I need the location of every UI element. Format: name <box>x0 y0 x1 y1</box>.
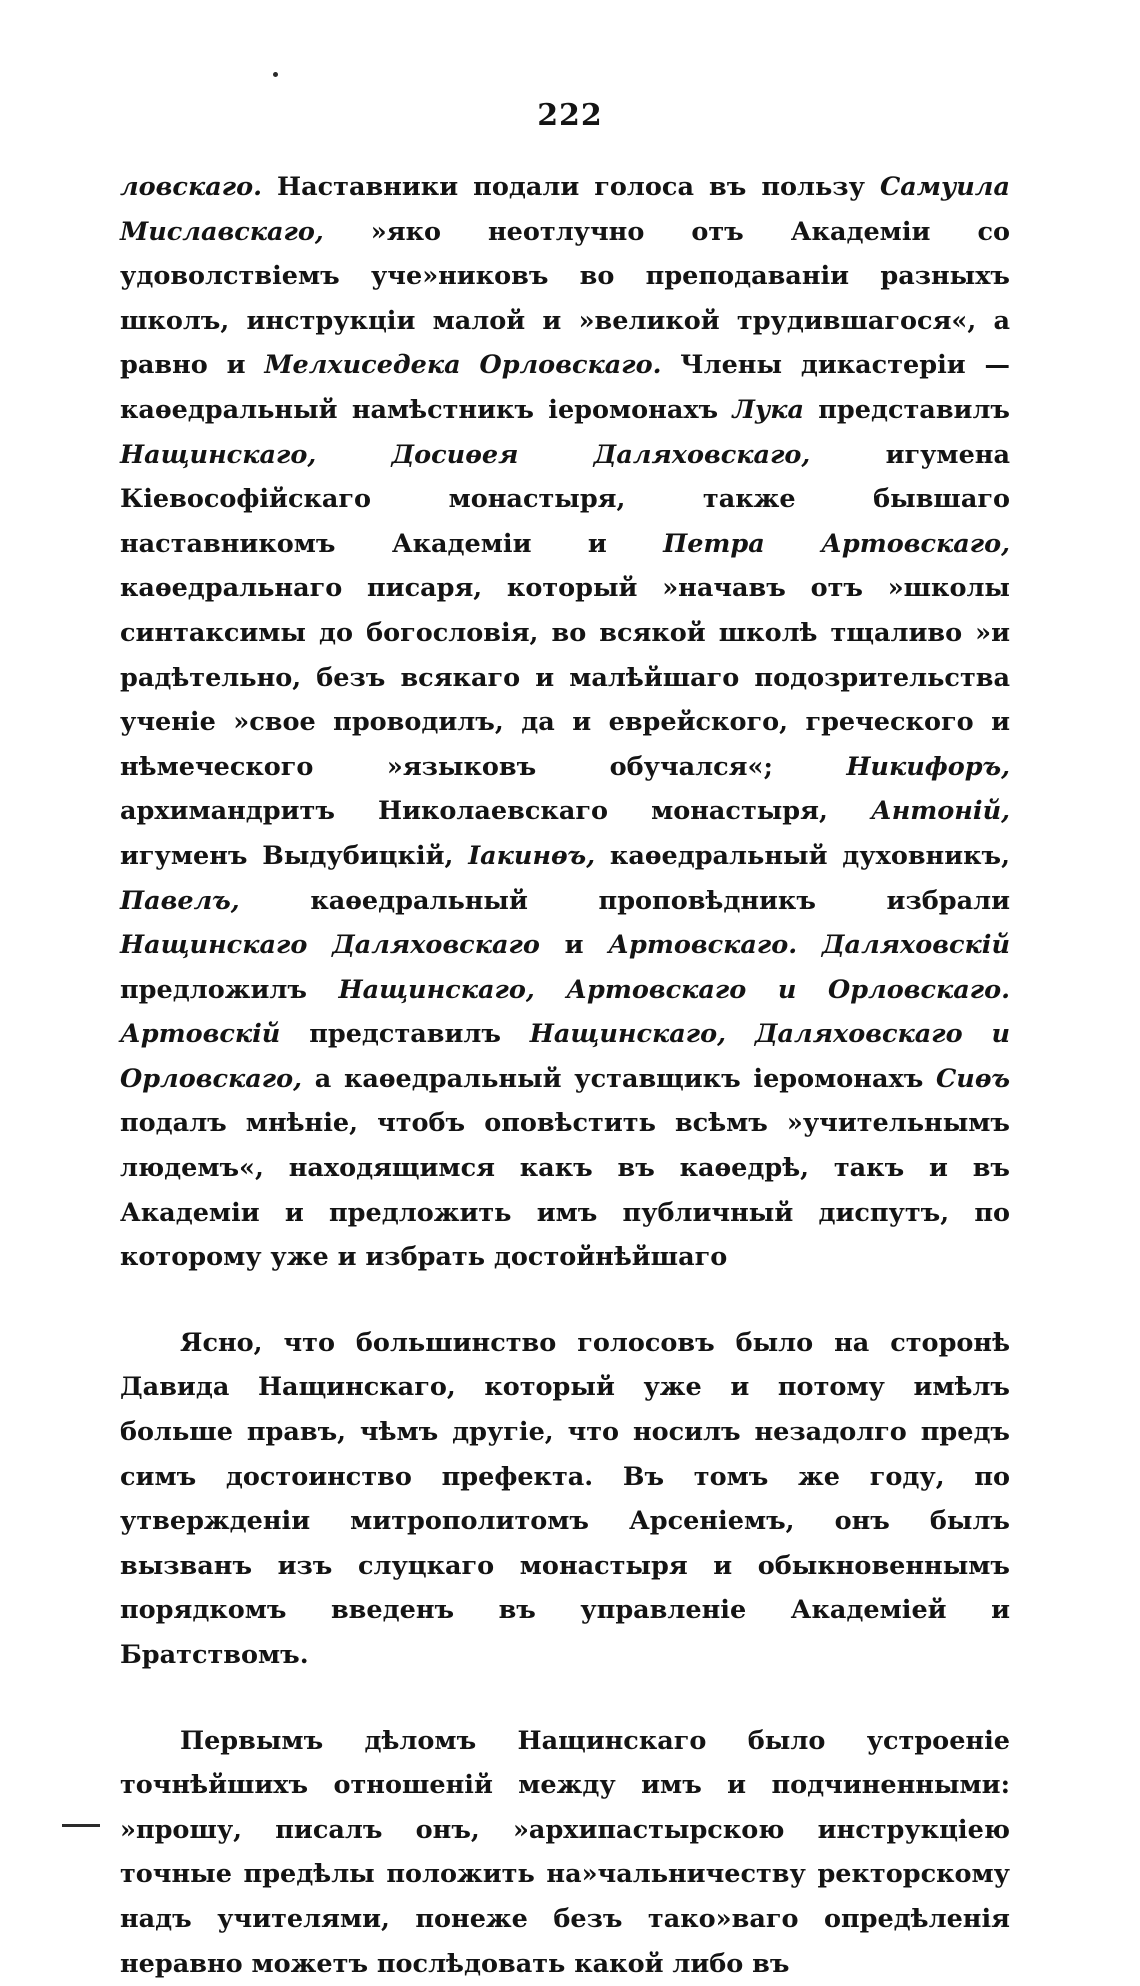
italic-name-span: Нащинскаго, Артовскаго и Орловскаго. Артовскій <box>120 974 1010 1050</box>
text-span: каѳедральный проповѣдникъ избрали <box>239 885 1010 916</box>
paragraph-3 <box>120 1719 1010 1986</box>
text-span: а каѳедральный уставщикъ іеромонахъ <box>302 1063 936 1094</box>
text-span: Наставники подали голоса въ пользу <box>261 172 880 202</box>
paragraph-gap <box>120 1678 1010 1719</box>
text-span: игуменъ Выдубицкій, <box>120 840 469 871</box>
italic-name-span: Артовскаго. Даляховскій <box>608 930 1011 961</box>
text-span: представилъ <box>280 1019 530 1050</box>
text-span: и <box>539 930 609 961</box>
italic-name-span: Лука <box>732 394 804 425</box>
paragraph-gap <box>120 1280 1010 1321</box>
italic-name-span: Антоній, <box>870 796 1010 827</box>
italic-name-span: Іакинѳъ, <box>468 840 596 871</box>
italic-name-span: Сиѳъ <box>935 1063 1010 1094</box>
italic-name-span: Павелъ, <box>120 885 240 916</box>
text-span: каѳедральный духовникъ, <box>595 840 1010 871</box>
text-span: игумена Кіевософійскаго монастыря, также бывшаго наставникомъ Академіи и <box>120 439 1010 559</box>
page-number: 222 <box>537 98 603 133</box>
italic-name-span: ловскаго. <box>120 172 262 202</box>
text-span: Ясно, что большинство голосовъ было на сторонѣ Давида Нащинскаго, который уже и потому имѣлъ больше правъ, чѣмъ другіе, что носилъ незадолго предъ симъ достоинство префекта. Въ томъ же году, по утвержденіи митрополитомъ Арсеніемъ, онъ былъ вызванъ изъ слуцкаго монастыря и обыкновеннымъ порядкомъ введенъ въ управленіе Академіей и Братствомъ. <box>120 1327 1010 1670</box>
text-span: подалъ мнѣніе, чтобъ оповѣстить всѣмъ »учительнымъ людемъ«, находящимся какъ въ каѳедрѣ, такъ и въ Академіи и предложить имъ публичный диспутъ, по которому уже и избрать достойнѣйшаго <box>120 1108 1010 1273</box>
text-span: Члены дикастеріи — каѳедральный намѣстникъ іеромонахъ <box>120 350 1010 425</box>
italic-name-span: Мелхиседека Орловскаго. <box>264 350 662 381</box>
text-span: Первымъ дѣломъ Нащинскаго было устроеніе точнѣйшихъ отношеній между имъ и подчиненными: »прошу, писалъ онъ, »архипастырскою инструкціею точные предѣлы положить на»чальничеству ректорскому надъ учителями, понеже безъ тако»ваго опредѣленія неравно можетъ послѣдовать какой либо въ <box>120 1725 1010 1979</box>
paragraph-1 <box>120 165 1010 1280</box>
body-text <box>120 165 1010 1986</box>
italic-name-span: Нащинскаго, Даляховскаго и Орловскаго, <box>120 1019 1010 1094</box>
text-span: каѳедральнаго писаря, который »начавъ отъ »школы синтаксимы до богословія, во всякой школѣ тщаливо »и радѣтельно, безъ всякаго и малѣйшаго подозрительства ученіе »свое проводилъ, да и еврейского, греческого и нѣмеческого »языковъ обучался«; <box>120 573 1010 782</box>
italic-name-span: Никифоръ, <box>846 751 1010 782</box>
italic-name-span: Нащинскаго, Досиѳея Даляховскаго, <box>120 439 811 470</box>
italic-name-span: Самуила Миславскаго, <box>120 172 1010 247</box>
paragraph-2 <box>120 1321 1010 1678</box>
ink-speck <box>273 72 278 77</box>
text-span: архимандритъ Николаевскаго монастыря, <box>120 796 871 827</box>
text-span: представилъ <box>803 394 1010 425</box>
text-span: предложилъ <box>120 974 339 1005</box>
italic-name-span: Нащинскаго Даляховскаго <box>120 930 540 961</box>
text-span: »яко неотлучно отъ Академіи со удоволствіемъ уче»никовъ во преподаваніи разныхъ школъ, инструкціи малой и »великой трудившагося«, а равно и <box>120 216 1010 381</box>
scan-edge-mark <box>62 1824 100 1827</box>
italic-name-span: Петра Артовскаго, <box>663 528 1010 559</box>
